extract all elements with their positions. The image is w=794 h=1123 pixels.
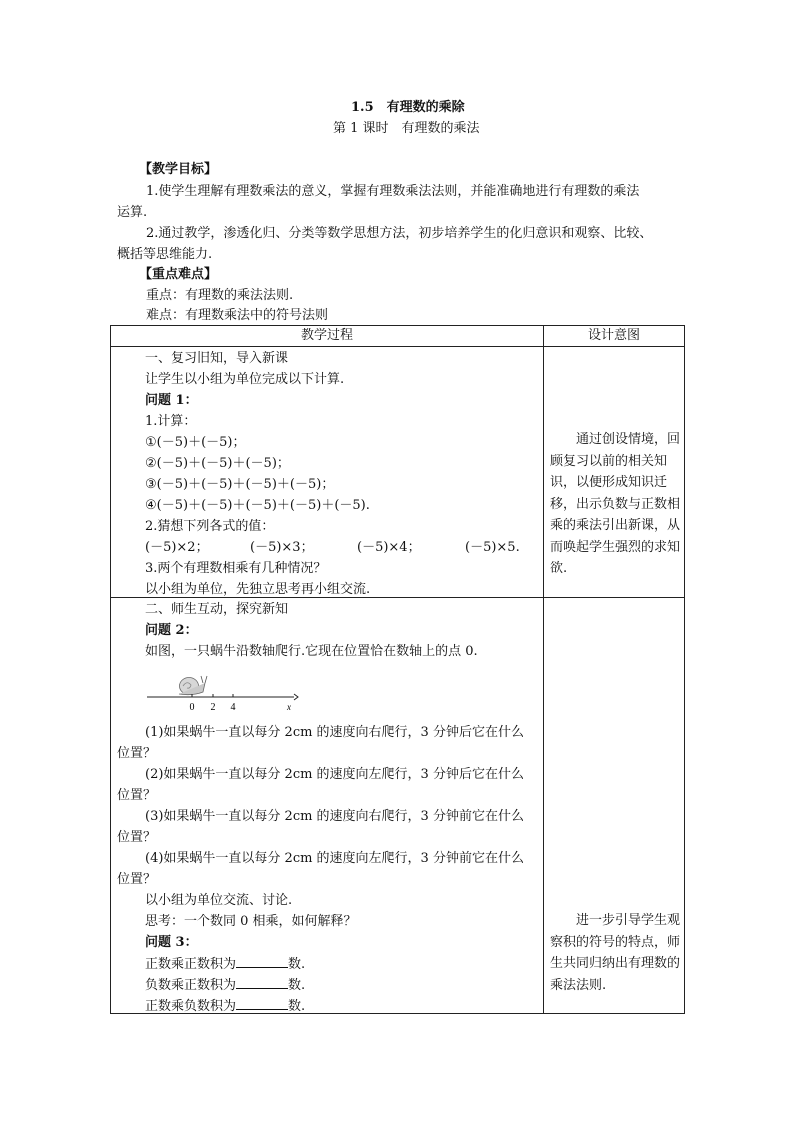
axis-arrow	[294, 694, 298, 700]
tick-label-0: 0	[189, 702, 195, 713]
sec2-problem-1: (1)如果蜗牛一直以每分 2cm 的速度向右爬行，3 分钟后它在什么	[145, 725, 524, 740]
goals-heading: 【教学目标】	[139, 162, 218, 177]
sec2-discuss: 以小组为单位交流、讨论.	[145, 893, 293, 908]
rule-pos-neg-label: 正数乘负数积为	[145, 999, 237, 1014]
sec2-problem-4: (4)如果蜗牛一直以每分 2cm 的速度向左爬行，3 分钟前它在什么	[145, 851, 524, 866]
sec1-expr-2: ②(－5)＋(－5)＋(－5)；	[145, 456, 290, 471]
sec1-group: 以小组为单位，先独立思考再小组交流.	[145, 582, 371, 597]
sec2-question-3: 问题 3：	[145, 935, 198, 950]
section-2-process	[111, 598, 543, 1013]
rule-neg-pos	[145, 975, 305, 996]
tick-label-4: 4	[230, 702, 236, 713]
goal-1-line-1: 1.使学生理解有理数乘法的意义，掌握有理数乘法法则，并能准确地进行有理数的乘法	[146, 184, 640, 199]
sec1-intro: 让学生以小组为单位完成以下计算.	[145, 372, 345, 387]
sec1-calc: 1.计算：	[145, 414, 197, 429]
rule-pos-neg	[145, 996, 305, 1017]
sec1-expr-1: ①(－5)＋(－5)；	[145, 435, 246, 450]
sec1-expr-3: ③(－5)＋(－5)＋(－5)＋(－5)；	[145, 477, 335, 492]
goal-1-line-2: 运算.	[117, 205, 148, 220]
sec2-intent-text: 进一步引导学生观察积的符号的特点，师生共同归纳出有理数的乘法法则.	[550, 913, 681, 993]
rule-end: 数.	[288, 999, 306, 1014]
sec1-guess: 2.猜想下列各式的值：	[145, 519, 275, 534]
sec2-problem-2: (2)如果蜗牛一直以每分 2cm 的速度向左爬行，3 分钟后它在什么	[145, 767, 524, 782]
tick-label-2: 2	[210, 702, 216, 713]
axis-var-label: x	[287, 702, 291, 712]
col-header-intent: 设计意图	[544, 326, 685, 347]
sec1-guess-4: (－5)×5.	[465, 540, 520, 555]
answer-blank[interactable]	[236, 954, 288, 968]
sec2-think: 思考：一个数同 0 相乘，如何解释？	[145, 914, 357, 929]
focus-heading: 【重点难点】	[139, 267, 218, 282]
page-title: 1.5 有理数的乘除	[351, 100, 465, 115]
sec2-desc: 如图，一只蜗牛沿数轴爬行.它现在位置恰在数轴上的点 0.	[145, 644, 478, 659]
rule-pos-pos-label: 正数乘正数积为	[145, 957, 237, 972]
sec1-guess-3: (－5)×4；	[357, 540, 421, 555]
answer-blank[interactable]	[236, 975, 288, 989]
sec2-problem-2-end: 位置？	[117, 788, 157, 803]
sec2-heading: 二、师生互动，探究新知	[145, 602, 289, 617]
goal-2-line-2: 概括等思维能力.	[117, 247, 213, 262]
sec1-heading: 一、复习旧知，导入新课	[145, 351, 289, 366]
sec1-guess-1: (－5)×2；	[145, 540, 209, 555]
page-subtitle: 第 1 课时 有理数的乘法	[333, 121, 480, 136]
sec2-problem-3-end: 位置？	[117, 830, 157, 845]
sec2-problem-1-end: 位置？	[117, 746, 157, 761]
rule-end: 数.	[288, 978, 306, 993]
sec1-intent-text: 通过创设情境，回顾复习以前的相关知识，以便形成知识迁移，出示负数与正数相乘的乘法引出新课，从而唤起学生强烈的求知欲.	[550, 432, 681, 576]
snail-number-line	[147, 670, 307, 716]
section-1-process	[111, 347, 543, 597]
focus-key: 重点：有理数的乘法法则.	[146, 288, 294, 303]
section-1-intent	[544, 347, 684, 597]
rule-pos-pos	[145, 954, 305, 975]
goal-2-line-1: 2.通过教学，渗透化归、分类等数学思想方法，初步培养学生的化归意识和观察、比较、	[146, 226, 653, 241]
sec2-problem-3: (3)如果蜗牛一直以每分 2cm 的速度向右爬行，3 分钟前它在什么	[145, 809, 524, 824]
section-2-intent	[544, 598, 684, 1013]
sec1-question-3: 3.两个有理数相乘有几种情况？	[145, 561, 327, 576]
col-header-process: 教学过程	[111, 326, 544, 347]
rule-neg-pos-label: 负数乘正数积为	[145, 978, 237, 993]
answer-blank[interactable]	[236, 996, 288, 1010]
sec1-guess-2: (－5)×3；	[250, 540, 314, 555]
sec1-question-1: 问题 1：	[145, 393, 198, 408]
snail-icon	[179, 676, 207, 695]
sec2-question-2: 问题 2：	[145, 623, 198, 638]
lesson-table	[110, 325, 685, 1014]
sec2-problem-4-end: 位置？	[117, 872, 157, 887]
sec1-expr-4: ④(－5)＋(－5)＋(－5)＋(－5)＋(－5).	[145, 498, 370, 513]
rule-end: 数.	[288, 957, 306, 972]
focus-difficult: 难点：有理数乘法中的符号法则	[146, 308, 329, 323]
